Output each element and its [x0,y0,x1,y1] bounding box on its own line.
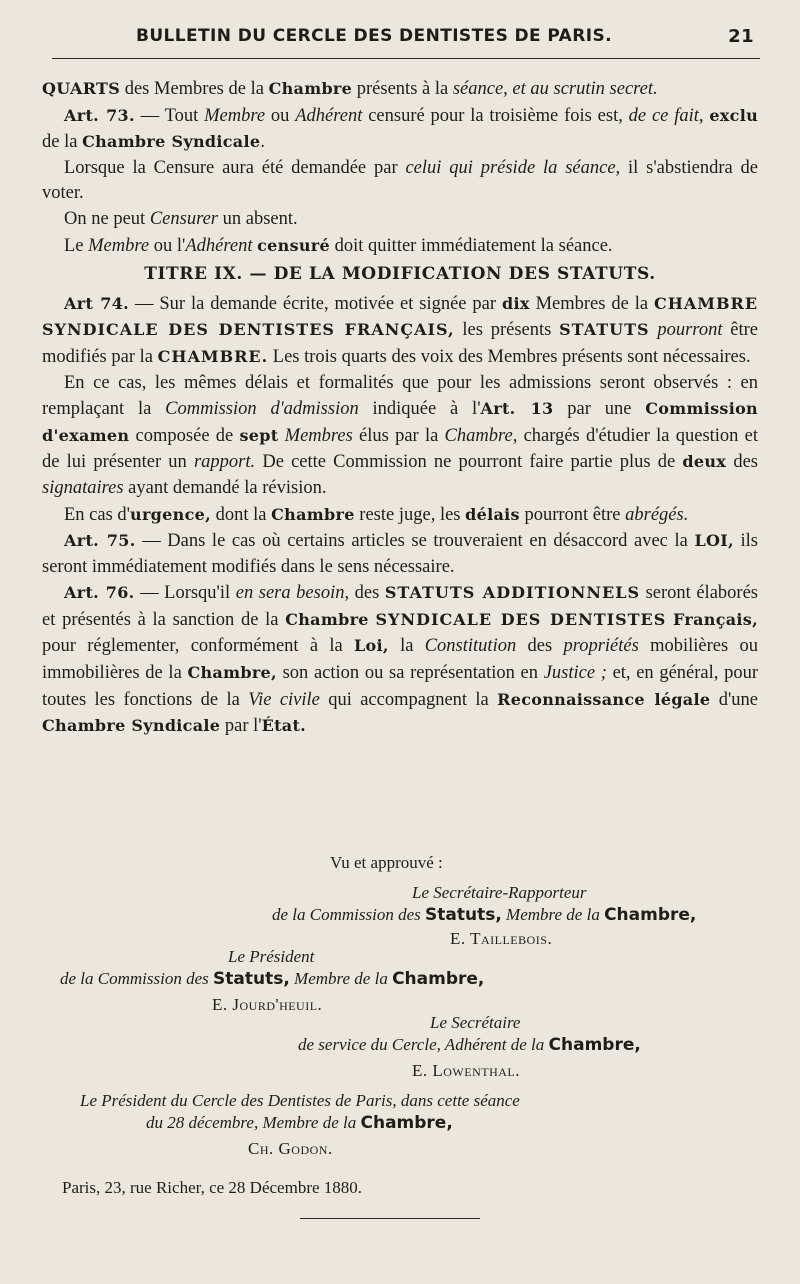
article-73: Art. 73. — Tout Membre ou Adhérent censuré pour la troisième fois est, de ce fait, exclu de la Chambre Syndicale. [42,105,758,153]
article-75: Art. 75. — Dans le cas où certains articles se trouveraient en désaccord avec la LOI, ils seront immédiatement modifiés dans le sens nécessaire. [42,531,758,577]
sig2-name: E. Jourd'heuil. [212,995,323,1014]
sig4-role: Le Président du Cercle des Dentistes de Paris, dans cette séance [80,1091,520,1110]
sig2-affiliation: de la Commission des Statuts, Membre de la Chambre, [60,969,485,989]
body-text [42,76,758,740]
section-title: TITRE IX. — DE LA MODIFICATION DES STATUTS. [144,264,656,285]
running-header [110,26,754,52]
paragraph-quitter: Le Membre ou l'Adhérent censuré doit quitter immédiatement la séance. [64,235,613,256]
sig1-name: E. Taillebois. [450,929,553,948]
sig4-affiliation: du 28 décembre, Membre de la Chambre, [146,1113,453,1133]
paragraph-quarts: QUARTS des Membres de la Chambre présents à la séance, et au scrutin secret. [42,79,658,99]
approval-line: Vu et approuvé : [330,853,443,872]
page-number: 21 [728,26,754,47]
sig1-affiliation: de la Commission des Statuts, Membre de la Chambre, [272,905,697,925]
sig3-role: Le Secrétaire [430,1013,521,1032]
place-date-line: Paris, 23, rue Richer, ce 28 Décembre 1880. [62,1178,363,1197]
header-rule [52,58,760,59]
paragraph-commission: En ce cas, les mêmes délais et formalités que pour les admissions seront observés : en remplaçant la Commission d'admission indiquée à l'Art. 13 par une Commission d'examen composée de sept Membres élus par la Chambre, chargés d'étudier la question et de lui présenter un rapport. De cette Commission ne pourront faire partie plus de deux des signataires ayant demandé la révision. [42,372,759,498]
article-74: Art 74. — Sur la demande écrite, motivée et signée par dix Membres de la CHAMBRE SYNDICALE DES DENTISTES FRANÇAIS, les présents STATUTS pourront être modifiés par la CHAMBRE. Les trois quarts des voix des Membres présents sont nécessaires. [42,293,759,367]
sig3-name: E. Lowenthal. [412,1061,520,1080]
sig3-affiliation: de service du Cercle, Adhérent de la Chambre, [298,1035,641,1055]
article-number: Art. 75. [64,531,136,551]
article-number: Art. 76. [64,583,135,603]
article-number: Art. 73. [64,105,135,125]
paragraph-urgence: En cas d'urgence, dont la Chambre reste juge, les délais pourront être abrégés. [64,504,689,525]
paragraph-censure: Lorsque la Censure aura été demandée par celui qui préside la séance, il s'abstiendra de voter. [42,157,758,204]
article-number: Art 74. [64,293,130,313]
footer-rule [300,1218,480,1219]
paragraph-absent: On ne peut Censurer un absent. [64,208,298,229]
article-76: Art. 76. — Lorsqu'il en sera besoin, des STATUTS ADDITIONNELS seront élaborés et présentés à la sanction de la Chambre SYNDICALE DES DENTISTES Français, pour réglementer, conformément à la Loi, la Constitution des propriétés mobilières ou immobilières de la Chambre, son action ou sa représentation en Justice ; et, en général, pour toutes les fonctions de la Vie civile qui accompagnent la Reconnaissance légale d'une Chambre Syndicale par l'État. [42,583,758,737]
sig1-role: Le Secrétaire-Rapporteur [412,883,587,902]
sig2-role: Le Président [228,947,315,966]
journal-title: BULLETIN DU CERCLE DES DENTISTES DE PARIS. [136,26,612,46]
sig4-name: Ch. Godon. [248,1139,333,1158]
